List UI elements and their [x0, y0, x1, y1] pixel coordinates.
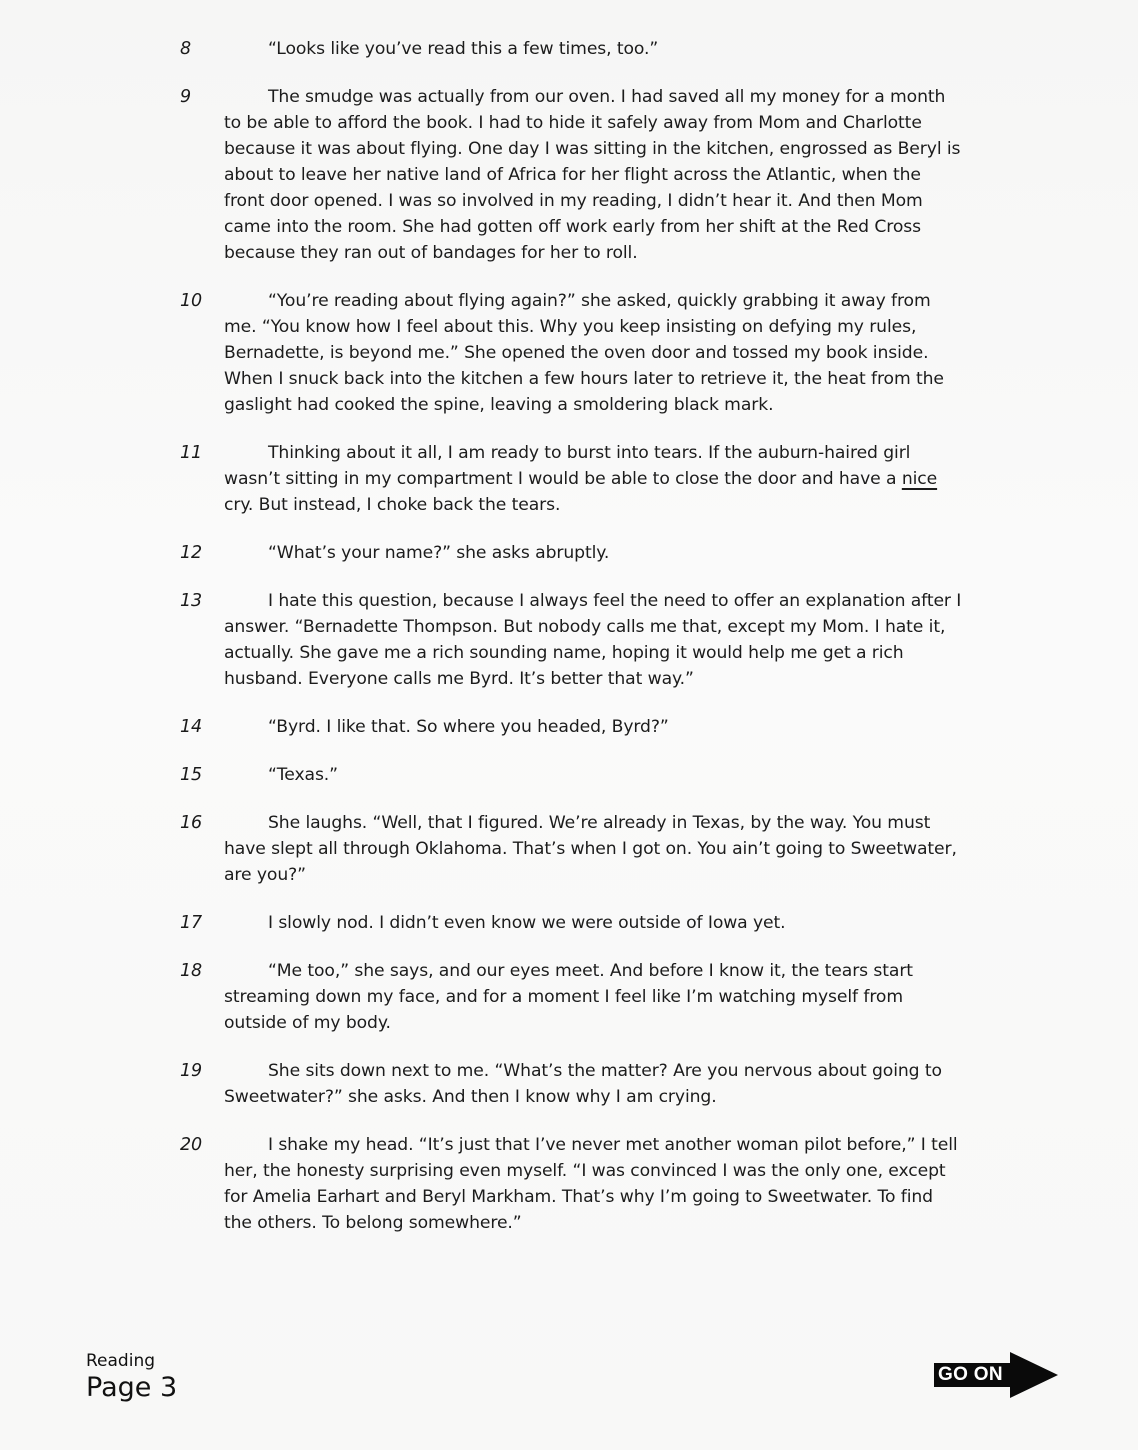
paragraph-11 — [180, 440, 964, 518]
paragraph-text — [224, 84, 964, 266]
paragraph-number: 12 — [180, 543, 203, 563]
paragraph-number: 13 — [180, 591, 203, 611]
text-segment: Thinking about it all, I am ready to burst into tears. If the auburn-haired girl wasn’t sitting in my compartment I would be able to close the door and have a — [224, 443, 911, 489]
text-segment: “What’s your name?” she asks abruptly. — [268, 543, 610, 563]
paragraph-10 — [180, 288, 964, 418]
paragraph-text — [224, 910, 964, 936]
text-segment: “You’re reading about flying again?” she asked, quickly grabbing it away from me. “You know how I feel about this. Why you keep insisting on defying my rules, Bernadette, is beyond me.” She opened the oven door and tossed my book inside. When I snuck back into the kitchen a few hours later to retrieve it, the heat from the gaslight had cooked the spine, leaving a smoldering black mark. — [224, 291, 944, 415]
paragraph-19 — [180, 1058, 964, 1110]
text-segment: She laughs. “Well, that I figured. We’re already in Texas, by the way. You must have slept all through Oklahoma. That’s when I got on. You ain’t going to Sweetwater, are you?” — [224, 813, 957, 885]
right-arrow-icon — [1010, 1352, 1058, 1398]
go-on-label: GO ON — [938, 1364, 1003, 1385]
paragraph-12 — [180, 540, 964, 566]
paragraph-number: 19 — [180, 1061, 203, 1081]
paragraph-text — [224, 36, 964, 62]
text-segment: She sits down next to me. “What’s the matter? Are you nervous about going to Sweetwater?” she asks. And then I know why I am crying. — [224, 1061, 942, 1107]
paragraph-14 — [180, 714, 964, 740]
paragraph-number: 11 — [180, 443, 203, 463]
reading-passage — [0, 14, 1138, 1236]
paragraph-text — [224, 440, 964, 518]
paragraph-text — [224, 810, 964, 888]
paragraph-number: 16 — [180, 813, 203, 833]
paragraph-number: 8 — [180, 39, 192, 59]
text-segment: “Looks like you’ve read this a few times, too.” — [268, 39, 659, 59]
paragraph-9 — [180, 84, 964, 266]
paragraph-number: 9 — [180, 87, 192, 107]
section-label: Reading — [86, 1351, 156, 1371]
text-segment: “Me too,” she says, and our eyes meet. And before I know it, the tears start streaming down my face, and for a moment I feel like I’m watching myself from outside of my body. — [224, 961, 913, 1033]
paragraph-number: 15 — [180, 765, 203, 785]
text-segment: I shake my head. “It’s just that I’ve never met another woman pilot before,” I tell her, the honesty surprising even myself. “I was convinced I was the only one, except for Amelia Earhart and Beryl Markham. That’s why I’m going to Sweetwater. To find the others. To belong somewhere.” — [224, 1135, 958, 1233]
paragraph-text — [224, 1058, 964, 1110]
page-number: Page 3 — [86, 1372, 178, 1403]
paragraph-17 — [180, 910, 964, 936]
paragraph-16 — [180, 810, 964, 888]
text-segment: “Byrd. I like that. So where you headed, Byrd?” — [268, 717, 669, 737]
paragraph-text — [224, 714, 964, 740]
paragraph-number: 10 — [180, 291, 203, 311]
paragraph-text — [224, 762, 964, 788]
paragraph-text — [224, 540, 964, 566]
paragraph-15 — [180, 762, 964, 788]
text-segment: I slowly nod. I didn’t even know we were outside of Iowa yet. — [268, 913, 786, 933]
paragraph-number: 20 — [180, 1135, 203, 1155]
paragraph-text — [224, 1132, 964, 1236]
paragraph-text — [224, 288, 964, 418]
text-segment: “Texas.” — [268, 765, 338, 785]
paragraph-8 — [180, 36, 964, 62]
paragraph-text — [224, 588, 964, 692]
paragraph-18 — [180, 958, 964, 1036]
paragraph-20 — [180, 1132, 964, 1236]
paragraph-number: 17 — [180, 913, 203, 933]
paragraph-number: 14 — [180, 717, 203, 737]
text-segment: The smudge was actually from our oven. I had saved all my money for a month to be able to afford the book. I had to hide it safely away from Mom and Charlotte because it was about flying. One day I was sitting in the kitchen, engrossed as Beryl is about to leave her native land of Africa for her flight across the Atlantic, when the front door opened. I was so involved in my reading, I didn’t hear it. And then Mom came into the room. She had gotten off work early from her shift at the Red Cross because they ran out of bandages for her to roll. — [224, 87, 961, 263]
text-segment: cry. But instead, I choke back the tears. — [224, 495, 561, 515]
underlined-word: nice — [901, 469, 938, 489]
go-on-button[interactable] — [934, 1352, 1060, 1398]
paragraph-13 — [180, 588, 964, 692]
text-segment: I hate this question, because I always feel the need to offer an explanation after I answer. “Bernadette Thompson. But nobody calls me that, except my Mom. I hate it, actually. She gave me a rich sounding name, hoping it would help me get a rich husband. Everyone calls me Byrd. It’s better that way.” — [224, 591, 962, 689]
paragraph-number: 18 — [180, 961, 203, 981]
paragraph-text — [224, 958, 964, 1036]
